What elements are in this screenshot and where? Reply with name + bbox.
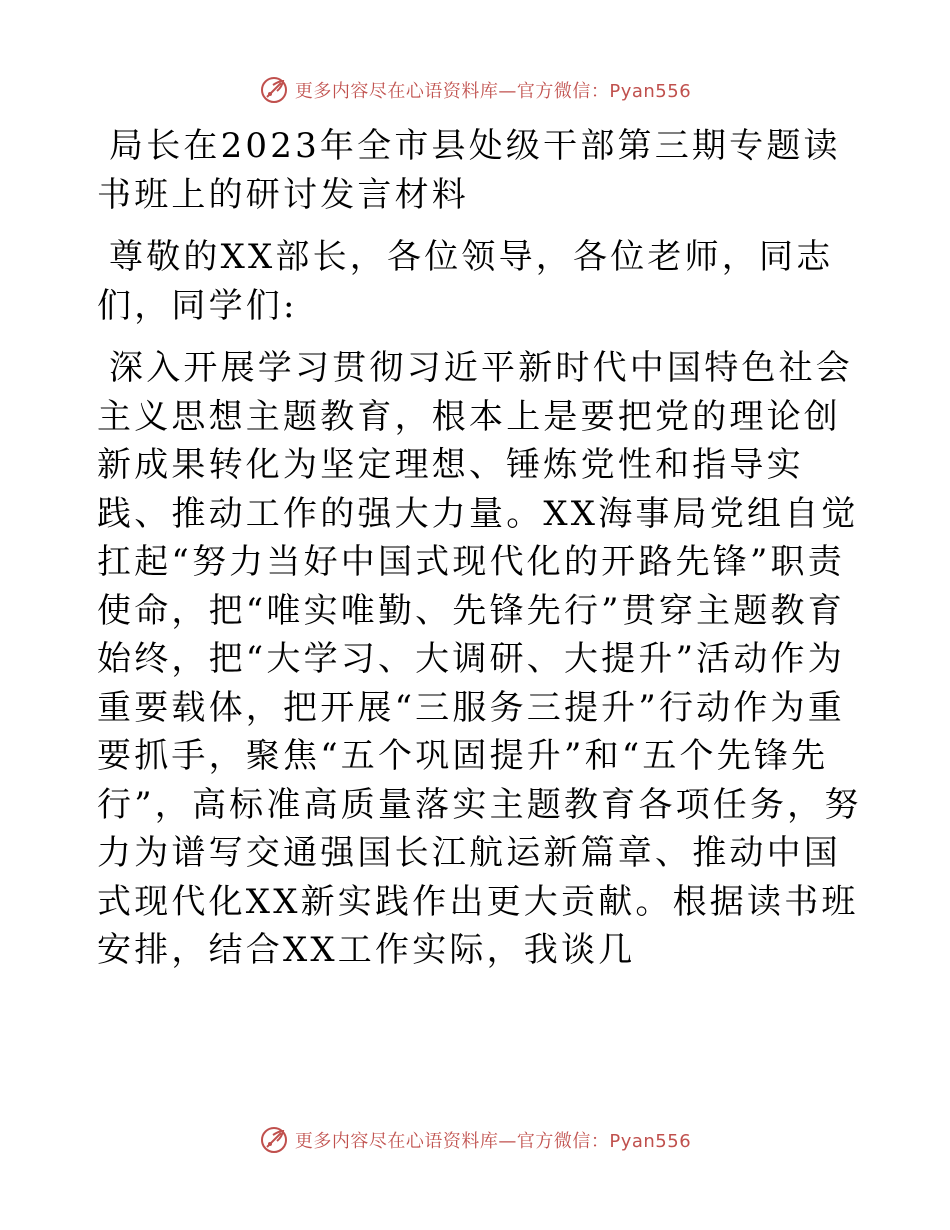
salutation: 尊敬的XX部长，各位领导，各位老师，同志们，同学们: (97, 237, 834, 326)
footer-watermark-banner (0, 1120, 950, 1160)
header-watermark-banner (0, 70, 950, 110)
document-title: 局长在2023年全市县处级干部第三期专题读书班上的研讨发言材料 (97, 126, 841, 215)
quill-logo-icon (259, 75, 289, 105)
document-content (97, 122, 867, 989)
body-paragraph: 深入开展学习贯彻习近平新时代中国特色社会主义思想主题教育，根本上是要把党的理论创新成果转化为坚定理想、锤炼党性和指导实践、推动工作的强大力量。XX海事局党组自觉扛起“努力当好中国式现代化的开路先锋”职责使命，把“唯实唯勤、先锋先行”贯穿主题教育始终，把“大学习、大调研、大提升”活动作为重要载体，把开展“三服务三提升”行动作为重要抓手，聚焦“五个巩固提升”和“五个先锋先行”，高标准高质量落实主题教育各项任务，努力为谱写交通强国长江航运新篇章、推动中国式现代化XX新实践作出更大贡献。根据读书班安排，结合XX工作实际，我谈几 (97, 348, 862, 970)
banner-text: 更多内容尽在心语资料库—官方微信：Pyan556 (294, 1131, 692, 1152)
quill-logo-icon (259, 1125, 289, 1155)
banner-text: 更多内容尽在心语资料库—官方微信：Pyan556 (294, 81, 692, 102)
